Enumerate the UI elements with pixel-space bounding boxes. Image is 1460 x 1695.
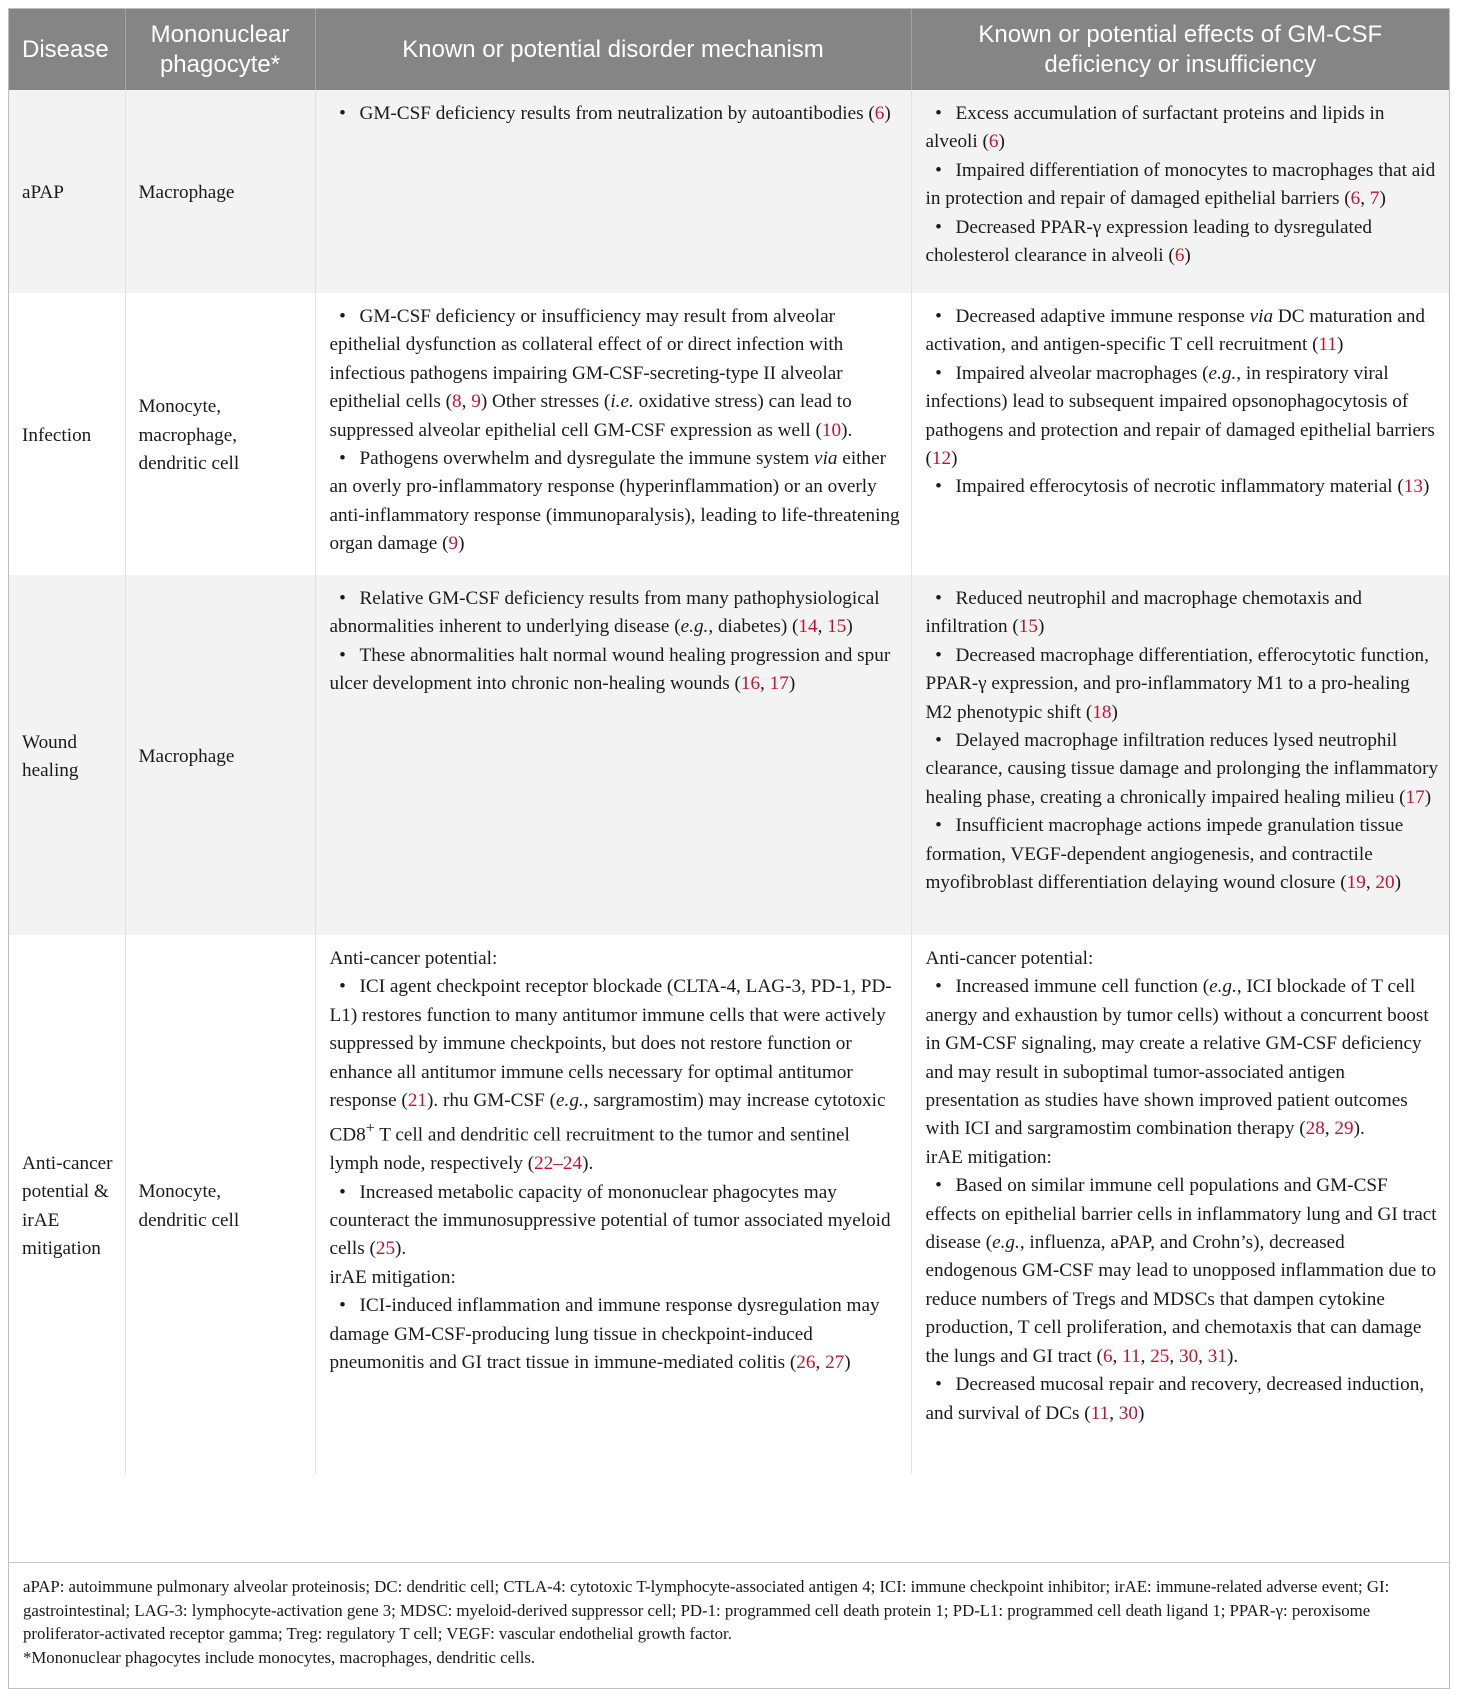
bullet-icon: • [329, 448, 346, 470]
bullet-item: • Delayed macrophage infiltration reduces lysed neutrophil clearance, causing tissue damage and prolonging the inflammatory healing phase, creating a chronically impaired healing milieu (17) [926, 727, 1442, 812]
bullet-item: • GM-CSF deficiency results from neutralization by autoantibodies (6) [330, 100, 903, 128]
bullet-item: • Pathogens overwhelm and dysregulate the immune system via either an overly pro-inflammatory response (hyperinflammation) or an overly anti-inflammatory response (immunoparalysis), leading to life-threatening organ damage (9) [330, 445, 903, 559]
section-heading: irAE mitigation: [925, 1146, 1052, 1168]
cell-effects [911, 935, 1449, 1474]
footnote-abbreviations: aPAP: autoimmune pulmonary alveolar proteinosis; DC: dendritic cell; CTLA-4: cytotoxic T-lymphocyte-associated antigen 4; ICI: immune checkpoint inhibitor; irAE: immune-related adverse event; GI: gastrointestinal; LAG-3: lymphocyte-activation gene 3; MDSC: myeloid-derived suppressor cell; PD-1: programmed cell death protein 1; PD-L1: programmed cell death ligand 1; PPAR-γ: peroxisome proliferator-activated receptor gamma; Treg: regulatory T cell; VEGF: vascular endothelial growth factor. [23, 1577, 1390, 1643]
cell-phagocyte: Macrophage [125, 575, 315, 935]
table-container [8, 8, 1450, 1689]
cell-disease: aPAP [9, 90, 125, 293]
table-row [9, 575, 1449, 935]
bullet-icon: • [329, 588, 346, 609]
bullet-item: • Insufficient macrophage actions impede granulation tissue formation, VEGF-dependent angiogenesis, and contractile myofibroblast differentiation delaying wound closure (19, 20) [926, 812, 1442, 897]
bullet-icon: • [329, 1181, 346, 1203]
bullet-item: • Relative GM-CSF deficiency results from many pathophysiological abnormalities inherent to underlying disease (e.g., diabetes) (14, 15) [330, 585, 903, 642]
bullet-icon: • [925, 1374, 942, 1396]
table-row [9, 293, 1449, 575]
cell-mechanism [315, 90, 911, 293]
table-row [9, 935, 1449, 1474]
header-row [9, 9, 1449, 90]
footnote-note: *Mononuclear phagocytes include monocytes, macrophages, dendritic cells. [23, 1647, 536, 1667]
bullet-icon: • [925, 815, 942, 837]
cell-effects [911, 575, 1449, 935]
bullet-item: • ICI agent checkpoint receptor blockade (CLTA-4, LAG-3, PD-1, PD-L1) restores function to many antitumor immune cells that were actively suppressed by immune checkpoints, but does not restore function or enhance all antitumor immune cells necessary for optimal antitumor response (21). rhu GM-CSF (e.g., sargramostim) may increase cytotoxic CD8+ T cell and dendritic cell recruitment to the tumor and sentinel lymph node, respectively (22–24). [330, 973, 903, 1178]
bullet-item: • Based on similar immune cell populations and GM-CSF effects on epithelial barrier cells in inflammatory lung and GI tract disease (e.g., influenza, aPAP, and Crohn’s), decreased endogenous GM-CSF may lead to unopposed inflammation due to reduce numbers of Tregs and MDSCs that dampen cytokine production, T cell proliferation, and chemotaxis that can damage the lungs and GI tract (6, 11, 25, 30, 31). [926, 1172, 1442, 1371]
section-heading: Anti-cancer potential: [925, 948, 1094, 969]
header-disease: Disease [9, 9, 125, 90]
bullet-item: • These abnormalities halt normal wound healing progression and spur ulcer development into chronic non-healing wounds (16, 17) [330, 642, 903, 699]
section-heading: Anti-cancer potential: [329, 948, 498, 969]
header-mechanism: Known or potential disorder mechanism [315, 9, 911, 90]
bullet-icon: • [925, 1175, 942, 1197]
bullet-icon: • [925, 476, 942, 498]
bullet-icon: • [925, 159, 942, 181]
bullet-item: • Impaired efferocytosis of necrotic inflammatory material (13) [926, 473, 1442, 501]
bullet-item: • Decreased mucosal repair and recovery, decreased induction, and survival of DCs (11, 30) [926, 1371, 1442, 1428]
bullet-icon: • [925, 644, 942, 666]
cell-phagocyte: Macrophage [125, 90, 315, 293]
cell-disease: Infection [9, 293, 125, 575]
cell-phagocyte: Monocyte, dendritic cell [125, 935, 315, 1474]
bullet-icon: • [925, 103, 942, 124]
bullet-item: • Impaired differentiation of monocytes to macrophages that aid in protection and repair of damaged epithelial barriers (6, 7) [926, 157, 1442, 214]
cell-effects [911, 293, 1449, 575]
bullet-item: • ICI-induced inflammation and immune response dysregulation may damage GM-CSF-producing lung tissue in checkpoint-induced pneumonitis and GI tract tissue in immune-mediated colitis (26, 27) [330, 1292, 903, 1377]
bullet-item: • Decreased adaptive immune response via DC maturation and activation, and antigen-specific T cell recruitment (11) [926, 303, 1442, 360]
bullet-icon: • [925, 730, 942, 752]
bullet-item: • GM-CSF deficiency or insufficiency may result from alveolar epithelial dysfunction as collateral effect of or direct infection with infectious pathogens impairing GM-CSF-secreting-type II alveolar epithelial cells (8, 9) Other stresses (i.e. oxidative stress) can lead to suppressed alveolar epithelial cell GM-CSF expression as well (10). [330, 303, 903, 445]
cell-phagocyte: Monocyte, macrophage, dendritic cell [125, 293, 315, 575]
bullet-item: • Increased immune cell function (e.g., ICI blockade of T cell anergy and exhaustion by tumor cells) without a concurrent boost in GM-CSF signaling, may create a relative GM-CSF deficiency and may result in suboptimal tumor-associated antigen presentation as studies have shown improved patient outcomes with ICI and sargramostim combination therapy (28, 29). [926, 973, 1442, 1143]
table-footnote [9, 1562, 1449, 1669]
bullet-item: • Decreased macrophage differentiation, efferocytotic function, PPAR-γ expression, and pro-inflammatory M1 to a pro-healing M2 phenotypic shift (18) [926, 642, 1442, 727]
cell-effects [911, 90, 1449, 293]
cell-mechanism [315, 935, 911, 1474]
bullet-item: • Excess accumulation of surfactant proteins and lipids in alveoli (6) [926, 100, 1442, 157]
bullet-icon: • [925, 306, 942, 327]
bullet-icon: • [329, 103, 346, 124]
cell-disease: Anti-cancer potential & irAE mitigation [9, 935, 125, 1474]
bullet-item: • Reduced neutrophil and macrophage chemotaxis and infiltration (15) [926, 585, 1442, 642]
data-table [9, 9, 1449, 1474]
header-phagocyte: Mononuclear phagocyte* [125, 9, 315, 90]
header-effects: Known or potential effects of GM-CSF deficiency or insufficiency [911, 9, 1449, 90]
bullet-item: • Decreased PPAR-γ expression leading to dysregulated cholesterol clearance in alveoli (6) [926, 214, 1442, 271]
bullet-icon: • [329, 976, 346, 998]
bullet-icon: • [925, 216, 942, 238]
cell-mechanism [315, 293, 911, 575]
bullet-icon: • [329, 644, 346, 666]
cell-mechanism [315, 575, 911, 935]
bullet-item: • Increased metabolic capacity of mononuclear phagocytes may counteract the immunosuppressive potential of tumor associated myeloid cells (25). [330, 1179, 903, 1264]
cell-disease: Wound healing [9, 575, 125, 935]
table-row [9, 90, 1449, 293]
bullet-icon: • [925, 362, 942, 384]
bullet-icon: • [925, 588, 942, 609]
bullet-icon: • [329, 1295, 346, 1317]
bullet-icon: • [329, 306, 346, 327]
section-heading: irAE mitigation: [329, 1266, 456, 1288]
bullet-icon: • [925, 976, 942, 998]
bullet-item: • Impaired alveolar macrophages (e.g., in respiratory viral infections) lead to subsequent impaired opsonophagocytosis of pathogens and protection and repair of damaged epithelial barriers (12) [926, 360, 1442, 474]
